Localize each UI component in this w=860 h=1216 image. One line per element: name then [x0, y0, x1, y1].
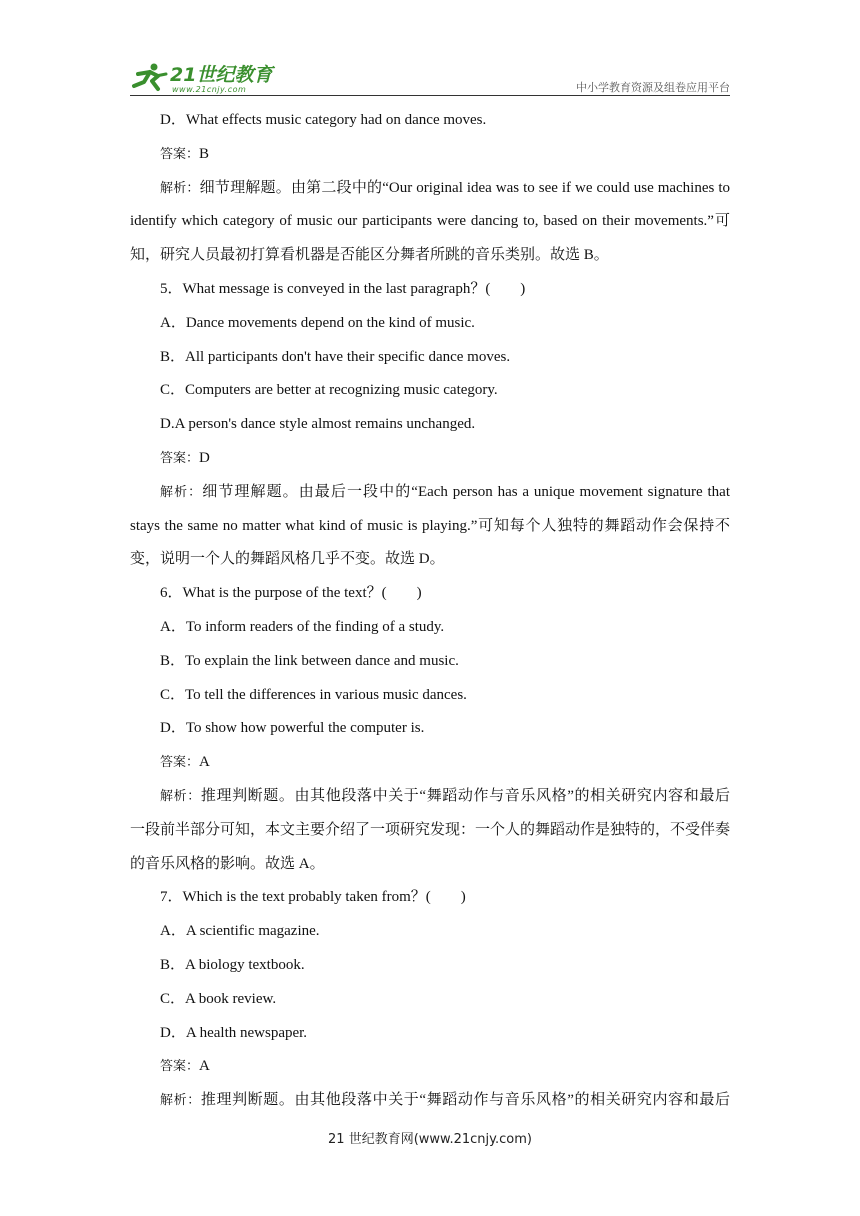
line-text: C．A book review. — [160, 990, 277, 1007]
line-text: A．A scientific magazine. — [160, 923, 320, 940]
line-text: 知，研究人员最初打算看机器是否能区分舞者所跳的音乐类别。故选 B。 — [130, 247, 609, 264]
text-line — [130, 645, 730, 679]
explanation-line — [130, 1084, 730, 1118]
line-text: B．A biology textbook. — [160, 956, 305, 973]
page-header — [130, 52, 730, 96]
text-line — [130, 1017, 730, 1051]
text-line — [130, 104, 730, 138]
line-text: A — [199, 754, 210, 771]
line-text: A．Dance movements depend on the kind of music. — [160, 314, 475, 331]
line-label: 答案： — [160, 1059, 200, 1075]
text-line — [130, 611, 730, 645]
line-text: C．To tell the differences in various music dances. — [160, 686, 467, 703]
text-line — [130, 949, 730, 983]
text-line — [130, 577, 730, 611]
line-text: 推理判断题。由其他段落中关于“舞蹈动作与音乐风格”的相关研究内容和最后 — [200, 1092, 730, 1109]
site-logo[interactable] — [130, 58, 280, 96]
answer-line — [130, 1050, 730, 1084]
line-text: B — [199, 145, 210, 162]
line-text: identify which category of music our participants were dancing to, based on their movements.”可 — [130, 213, 730, 230]
line-text: 的音乐风格的影响。故选 A。 — [130, 855, 325, 872]
text-line — [130, 273, 730, 307]
line-text: D.A person's dance style almost remains unchanged. — [160, 416, 476, 433]
line-label: 解析： — [160, 788, 201, 804]
text-line — [130, 543, 730, 577]
text-line — [130, 205, 730, 239]
text-line — [130, 915, 730, 949]
header-divider — [130, 95, 730, 96]
line-text: 推理判断题。由其他段落中关于“舞蹈动作与音乐风格”的相关研究内容和最后 — [200, 787, 730, 804]
line-text: 细节理解题。由第二段中的“Our original idea was to see if we could use machines to — [199, 179, 730, 196]
explanation-line — [130, 476, 730, 510]
line-text: A．To inform readers of the finding of a study. — [160, 618, 445, 635]
line-label: 解析： — [160, 1093, 201, 1109]
line-text: stays the same no matter what kind of music is playing.”可知每个人独特的舞蹈动作会保持不 — [130, 517, 730, 534]
header-tagline: 中小学教育资源及组卷应用平台 — [576, 81, 730, 94]
answer-line — [130, 138, 730, 172]
line-text: 一段前半部分可知，本文主要介绍了一项研究发现：一个人的舞蹈动作是独特的，不受伴奏 — [130, 821, 730, 838]
logo-text: 21世纪教育 — [170, 64, 273, 86]
page-footer: 21 世纪教育网(www.21cnjy.com) — [328, 1132, 532, 1147]
text-line — [130, 510, 730, 544]
text-line — [130, 848, 730, 882]
text-line — [130, 679, 730, 713]
line-text: D．What effects music category had on dance moves. — [160, 112, 487, 128]
text-line — [130, 712, 730, 746]
line-text: C．Computers are better at recognizing music category. — [160, 382, 498, 399]
line-label: 解析： — [160, 484, 203, 500]
line-text: D．To show how powerful the computer is. — [160, 720, 425, 737]
line-text: 5．What message is conveyed in the last paragraph？( ) — [160, 280, 526, 297]
running-figure-icon — [130, 62, 170, 92]
text-line — [130, 814, 730, 848]
text-line — [130, 374, 730, 408]
line-label: 答案： — [160, 146, 200, 162]
line-text: A — [199, 1058, 210, 1075]
text-line — [130, 881, 730, 915]
explanation-line — [130, 780, 730, 814]
line-label: 答案： — [160, 755, 200, 771]
answer-line — [130, 746, 730, 780]
text-line — [130, 239, 730, 273]
text-line — [130, 307, 730, 341]
text-line — [130, 408, 730, 442]
line-text: D — [199, 449, 210, 466]
line-text: 细节理解题。由最后一段中的“Each person has a unique movement signature that — [202, 483, 730, 500]
line-text: 6．What is the purpose of the text？( ) — [160, 585, 422, 602]
line-label: 答案： — [160, 450, 200, 466]
document-body — [130, 104, 730, 1118]
line-text: B．To explain the link between dance and music. — [160, 652, 459, 669]
text-line — [130, 341, 730, 375]
line-label: 解析： — [160, 180, 200, 196]
line-text: 7．Which is the text probably taken from？( ) — [160, 889, 466, 906]
logo-url: www.21cnjy.com — [172, 85, 247, 94]
explanation-line — [130, 172, 730, 206]
line-text: D．A health newspaper. — [160, 1024, 308, 1041]
line-text: 变，说明一个人的舞蹈风格几乎不变。故选 D。 — [130, 551, 445, 568]
text-line — [130, 983, 730, 1017]
line-text: B．All participants don't have their specific dance moves. — [160, 348, 511, 365]
answer-line — [130, 442, 730, 476]
